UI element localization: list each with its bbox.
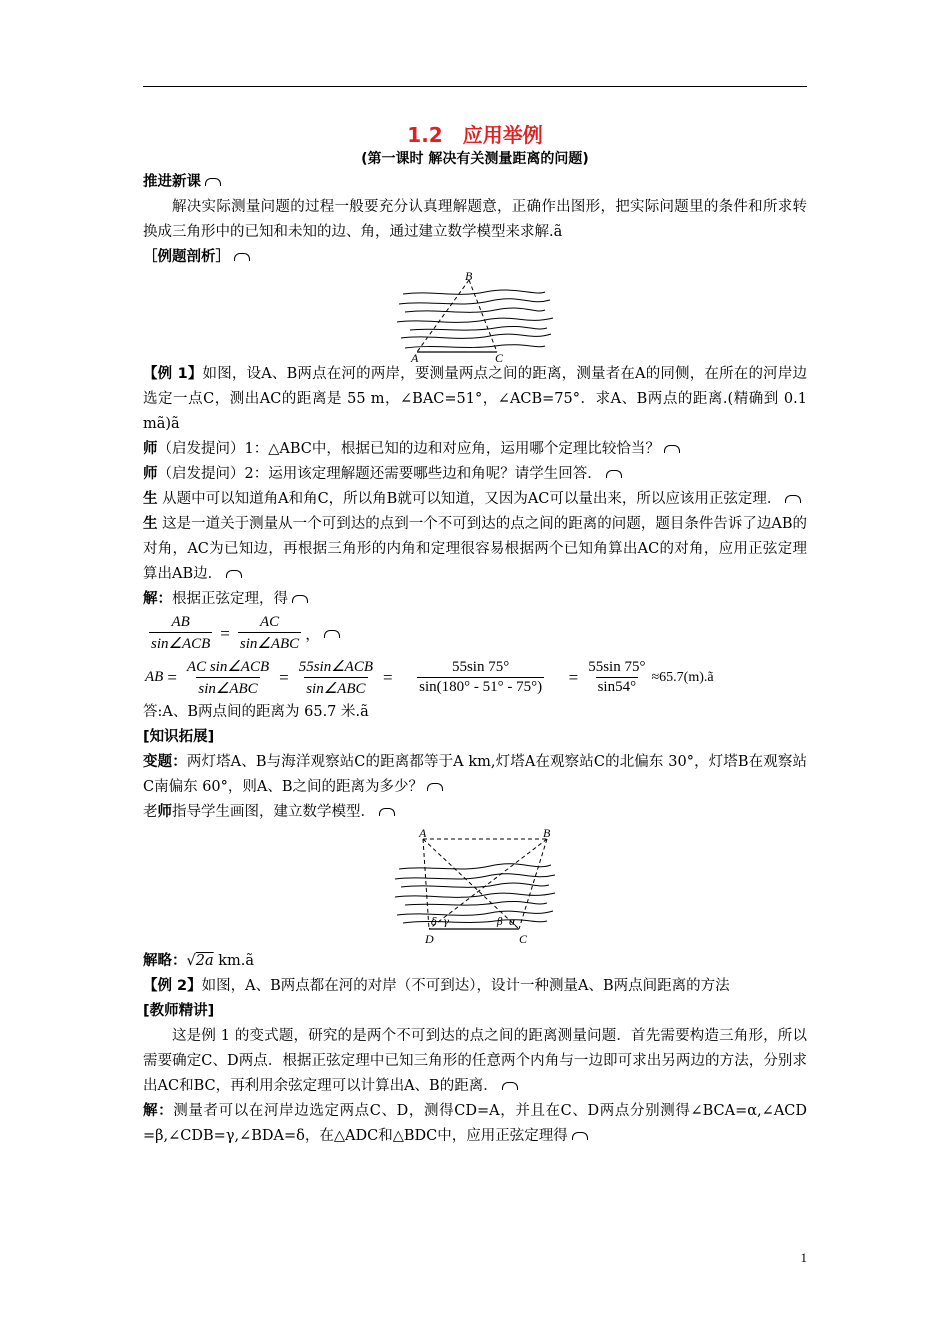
fig2-label-a: A <box>419 826 427 840</box>
document-body <box>143 100 807 1149</box>
header-rule <box>143 86 807 87</box>
fig1-label-b: B <box>465 270 473 283</box>
fig2-label-d: D <box>425 932 434 946</box>
intro-heading: 推进新课 <box>143 170 807 195</box>
return-mark-icon <box>572 1132 588 1140</box>
page-title: 1.2 应用举例 <box>407 123 543 147</box>
return-mark-icon <box>234 253 250 261</box>
fig2-angle-delta: δ <box>431 917 438 928</box>
page-number: 1 <box>800 1250 807 1265</box>
return-mark-icon <box>324 630 340 638</box>
fig2-angle-gamma: γ <box>443 917 449 928</box>
return-mark-icon <box>292 595 308 603</box>
variant-problem: 变题：两灯塔A、B与海洋观察站C的距离都等于A km,灯塔A在观察站C的北偏东 30°，灯塔B在观察站C南偏东 60°，则A、B之间的距离为多少？ <box>143 754 808 795</box>
sqrt-expression: √2a <box>186 953 214 969</box>
fig2-angle-alpha: α <box>509 917 516 928</box>
question-1: 师（启发提问）1：△ABC中，根据已知的边和对应角，运用哪个定理比较恰当？ <box>143 437 807 462</box>
page-subtitle: (第一课时 解决有关测量距离的问题) <box>361 151 589 167</box>
examples-heading: ［例题剖析］ <box>143 245 807 270</box>
brief-solution: 解略：√2a km.ã <box>143 953 255 969</box>
solution-2: 解：测量者可以在河岸边选定两点C、D，测得CD=A，并且在C、D两点分别测得∠BCA=α,∠ACD =β,∠CDB=γ,∠BDA=δ，在△ADC和△BDC中，应用正弦定理得 <box>143 1103 808 1144</box>
formula-ab-calculation: AB = $\frac{\text{AC sin∠ACB}}{\text{sin∠ABC}}$ = $\frac{\text{55sin∠ACB}}{\text{sin∠ABC}}$ = $\frac{55\sin 75^\circ}{\sin(180^\circ - 51^\circ - 75^\circ)}$ = $\frac{55\sin 75^\circ}{\sin 54^\circ}$ ≈65.7(m).ã <box>145 659 714 697</box>
fig1-label-a: A <box>411 351 419 362</box>
return-mark-icon <box>226 570 242 578</box>
return-mark-icon <box>664 445 680 453</box>
example-1: 【例 1】如图，设A、B两点在河的两岸，要测量两点之间的距离，测量者在A的同侧，在所在的河岸边选定一点C，测出AC的距离是 55 m，∠BAC=51°，∠ACB=75°．求A、B两点的距离.(精确到 0.1 mã)ã <box>143 366 807 432</box>
return-mark-icon <box>606 470 622 478</box>
teacher-heading: [教师精讲] <box>143 1003 215 1019</box>
return-mark-icon <box>379 808 395 816</box>
figure-river-triangle <box>143 270 807 362</box>
teacher-note: 老师指导学生画图，建立数学模型． <box>143 800 807 825</box>
return-mark-icon <box>427 783 443 791</box>
formula-sine-law: $\frac{AB}{\text{sin∠ACB}}$ = $\frac{AC}{\text{sin∠ABC}}$ ， <box>145 614 807 653</box>
return-mark-icon <box>502 1082 518 1090</box>
fig2-label-b: B <box>543 826 551 840</box>
fig1-label-c: C <box>495 351 504 362</box>
intro-paragraph: 解决实际测量问题的过程一般要充分认真理解题意，正确作出图形，把实际问题里的条件和所求转换成三角形中的已知和未知的边、角，通过建立数学模型来求解.ã <box>143 199 807 240</box>
teacher-explanation: 这是例 1 的变式题，研究的是两个不可到达的点之间的距离测量问题．首先需要构造三角形，所以需要确定C、D两点．根据正弦定理中已知三角形的任意两个内角与一边即可求出另两边的方法，分别求出AC和BC，再利用余弦定理可以计算出A、B的距离． <box>143 1028 807 1094</box>
answer-student-2: 生 这是一道关于测量从一个可到达的点到一个不可到达的点之间的距离的问题，题目条件告诉了边AB的对角，AC为已知边，再根据三角形的内角和定理很容易根据两个已知角算出AC的对角，应用正弦定理算出AB边． <box>143 516 808 582</box>
figure-two-points <box>143 825 807 949</box>
return-mark-icon <box>205 178 221 186</box>
extend-heading: [知识拓展] <box>143 729 215 745</box>
answer-student-1: 生 从题中可以知道角A和角C，所以角B就可以知道，又因为AC可以量出来，所以应该用正弦定理． <box>143 487 807 512</box>
example-2: 【例 2】如图，A、B两点都在河的对岸（不可到达），设计一种测量A、B两点间距离的方法 <box>143 978 730 994</box>
answer-1: 答:A、B两点间的距离为 65.7 米.ã <box>143 704 369 720</box>
return-mark-icon <box>785 495 801 503</box>
solution-1-intro: 解：根据正弦定理，得 <box>143 587 807 612</box>
fig2-label-c: C <box>519 932 528 946</box>
fig2-angle-beta: β <box>497 917 503 928</box>
question-2: 师（启发提问）2：运用该定理解题还需要哪些边和角呢？请学生回答． <box>143 462 807 487</box>
